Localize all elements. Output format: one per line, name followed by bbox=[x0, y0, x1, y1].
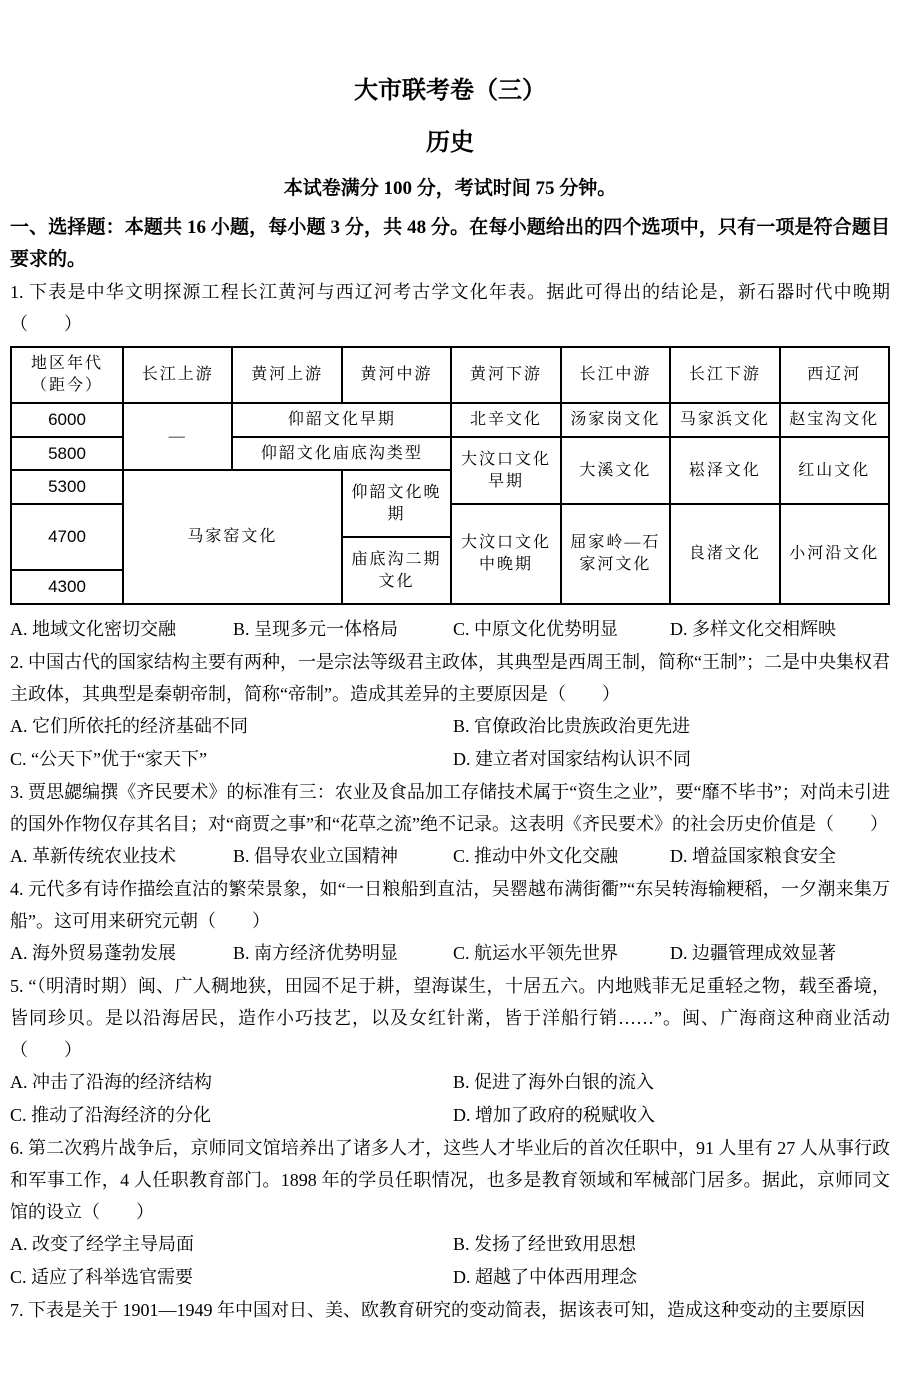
q6-option-a: A. 改变了经学主导局面 bbox=[10, 1234, 194, 1254]
question-5-options bbox=[10, 1066, 890, 1132]
question-1-stem: 1. 下表是中华文明探源工程长江黄河与西辽河考古学文化年表。据此可得出的结论是，新石器时代中晚期（ ） bbox=[10, 282, 890, 334]
q5-option-a: A. 冲击了沿海的经济结构 bbox=[10, 1072, 212, 1092]
question-5-stem: 5. “（明清时期）闽、广人稠地狭，田园不足于耕，望海谋生，十居五六。内地贱菲无足重轻之物，载至番境，皆同珍贝。是以沿海居民，造作小巧技艺，以及女红针黹，皆于洋船行销……”。闽、广海商这种商业活动（ ） bbox=[10, 976, 890, 1060]
question-3-options bbox=[10, 840, 890, 873]
cell-dash: — bbox=[123, 403, 232, 470]
cell-tangjiagang: 汤家岗文化 bbox=[561, 403, 670, 437]
q5-option-b: B. 促进了海外白银的流入 bbox=[453, 1072, 655, 1092]
table-row-6000 bbox=[11, 403, 889, 437]
col-header-changjiang-upper: 长江上游 bbox=[123, 347, 232, 403]
col-header-xiliaohe: 西辽河 bbox=[780, 347, 889, 403]
cell-yangshao-miaodigou-type: 仰韶文化庙底沟类型 bbox=[232, 437, 451, 470]
table-header-row bbox=[11, 347, 889, 403]
question-4-stem: 4. 元代多有诗作描绘直沽的繁荣景象，如“一日粮船到直沽，吴罂越布满街衢”“东吴转海输粳稻，一夕潮来集万船”。这可用来研究元朝（ ） bbox=[10, 879, 890, 931]
cell-miaodigou-phase2: 庙底沟二期文化 bbox=[342, 537, 451, 604]
q3-option-a: A. 革新传统农业技术 bbox=[10, 846, 176, 866]
col-header-huanghe-middle: 黄河中游 bbox=[342, 347, 451, 403]
question-1-options bbox=[10, 613, 890, 646]
col-header-huanghe-lower: 黄河下游 bbox=[451, 347, 560, 403]
q4-option-d: D. 边疆管理成效显著 bbox=[670, 943, 836, 963]
cell-xiaoheyan: 小河沿文化 bbox=[780, 504, 889, 604]
question-6-stem: 6. 第二次鸦片战争后，京师同文馆培养出了诸多人才，这些人才毕业后的首次任职中，91 人里有 27 人从事行政和军事工作，4 人任职教育部门。1898 年的学员任职情况，也多是教育领域和军械部门居多。据此，京师同文馆的设立（ ） bbox=[10, 1138, 890, 1222]
cell-yangshao-early: 仰韶文化早期 bbox=[232, 403, 451, 437]
cell-hongshan: 红山文化 bbox=[780, 437, 889, 504]
cell-qujialing-shijiahe: 屈家岭—石家河文化 bbox=[561, 504, 670, 604]
col-header-changjiang-middle: 长江中游 bbox=[561, 347, 670, 403]
question-4-options bbox=[10, 937, 890, 970]
cell-beixin: 北辛文化 bbox=[451, 403, 560, 437]
culture-chronology-table bbox=[10, 346, 890, 605]
cell-majiabang: 马家浜文化 bbox=[670, 403, 779, 437]
q5-option-c: C. 推动了沿海经济的分化 bbox=[10, 1105, 212, 1125]
corner-line2: （距今） bbox=[30, 377, 103, 394]
q6-option-c: C. 适应了科举选官需要 bbox=[10, 1267, 194, 1287]
q4-option-a: A. 海外贸易蓬勃发展 bbox=[10, 943, 176, 963]
year-5300: 5300 bbox=[11, 470, 123, 504]
cell-yangshao-late: 仰韶文化晚期 bbox=[342, 470, 451, 537]
year-5800: 5800 bbox=[11, 437, 123, 470]
q1-option-b: B. 呈现多元一体格局 bbox=[233, 619, 399, 639]
question-2-options bbox=[10, 710, 890, 776]
q4-option-b: B. 南方经济优势明显 bbox=[233, 943, 399, 963]
cell-songze: 崧泽文化 bbox=[670, 437, 779, 504]
q3-option-c: C. 推动中外文化交融 bbox=[453, 846, 619, 866]
question-2-stem: 2. 中国古代的国家结构主要有两种，一是宗法等级君主政体，其典型是西周王制，简称“王制”；二是中央集权君主政体，其典型是秦朝帝制，简称“帝制”。造成其差异的主要原因是（ ） bbox=[10, 652, 890, 704]
q3-option-d: D. 增益国家粮食安全 bbox=[670, 846, 836, 866]
cell-majiayao: 马家窑文化 bbox=[123, 470, 342, 604]
exam-info: 本试卷满分 100 分，考试时间 75 分钟。 bbox=[283, 178, 617, 199]
q2-option-d: D. 建立者对国家结构认识不同 bbox=[453, 749, 691, 769]
q2-option-c: C. “公天下”优于“家天下” bbox=[10, 749, 207, 769]
q3-option-b: B. 倡导农业立国精神 bbox=[233, 846, 399, 866]
year-4300: 4300 bbox=[11, 570, 123, 604]
q6-option-b: B. 发扬了经世致用思想 bbox=[453, 1234, 637, 1254]
cell-zhaobaogou: 赵宝沟文化 bbox=[780, 403, 889, 437]
col-header-changjiang-lower: 长江下游 bbox=[670, 347, 779, 403]
section-1-heading: 一、选择题：本题共 16 小题，每小题 3 分，共 48 分。在每小题给出的四个选项中，只有一项是符合题目要求的。 bbox=[10, 217, 890, 270]
table-corner-cell bbox=[11, 347, 123, 403]
question-6-options bbox=[10, 1228, 890, 1294]
cell-daxi: 大溪文化 bbox=[561, 437, 670, 504]
cell-dawenkou-mid-late: 大汶口文化中晚期 bbox=[451, 504, 560, 604]
q1-option-a: A. 地域文化密切交融 bbox=[10, 619, 176, 639]
question-3-stem: 3. 贾思勰编撰《齐民要术》的标准有三：农业及食品加工存储技术属于“资生之业”，要“靡不毕书”；对尚未引进的国外作物仅存其名目；对“商贾之事”和“花草之流”绝不记录。这表明《齐民要术》的社会历史价值是（ ） bbox=[10, 782, 890, 834]
page-title: 大市联考卷（三） bbox=[354, 78, 546, 104]
col-header-huanghe-upper: 黄河上游 bbox=[232, 347, 341, 403]
q1-option-c: C. 中原文化优势明显 bbox=[453, 619, 619, 639]
question-7-stem: 7. 下表是关于 1901—1949 年中国对日、美、欧教育研究的变动简表，据该表可知，造成这种变动的主要原因 bbox=[10, 1300, 865, 1320]
q2-option-a: A. 它们所依托的经济基础不同 bbox=[10, 716, 248, 736]
year-4700: 4700 bbox=[11, 504, 123, 570]
exam-page bbox=[0, 76, 900, 1385]
year-6000: 6000 bbox=[11, 403, 123, 437]
subject-title: 历史 bbox=[426, 130, 474, 156]
q1-option-d: D. 多样文化交相辉映 bbox=[670, 619, 836, 639]
q4-option-c: C. 航运水平领先世界 bbox=[453, 943, 619, 963]
corner-line1: 地区年代 bbox=[30, 355, 103, 372]
cell-liangzhu: 良渚文化 bbox=[670, 504, 779, 604]
cell-dawenkou-early: 大汶口文化早期 bbox=[451, 437, 560, 504]
q2-option-b: B. 官僚政治比贵族政治更先进 bbox=[453, 716, 691, 736]
q5-option-d: D. 增加了政府的税赋收入 bbox=[453, 1105, 655, 1125]
q6-option-d: D. 超越了中体西用理念 bbox=[453, 1267, 637, 1287]
